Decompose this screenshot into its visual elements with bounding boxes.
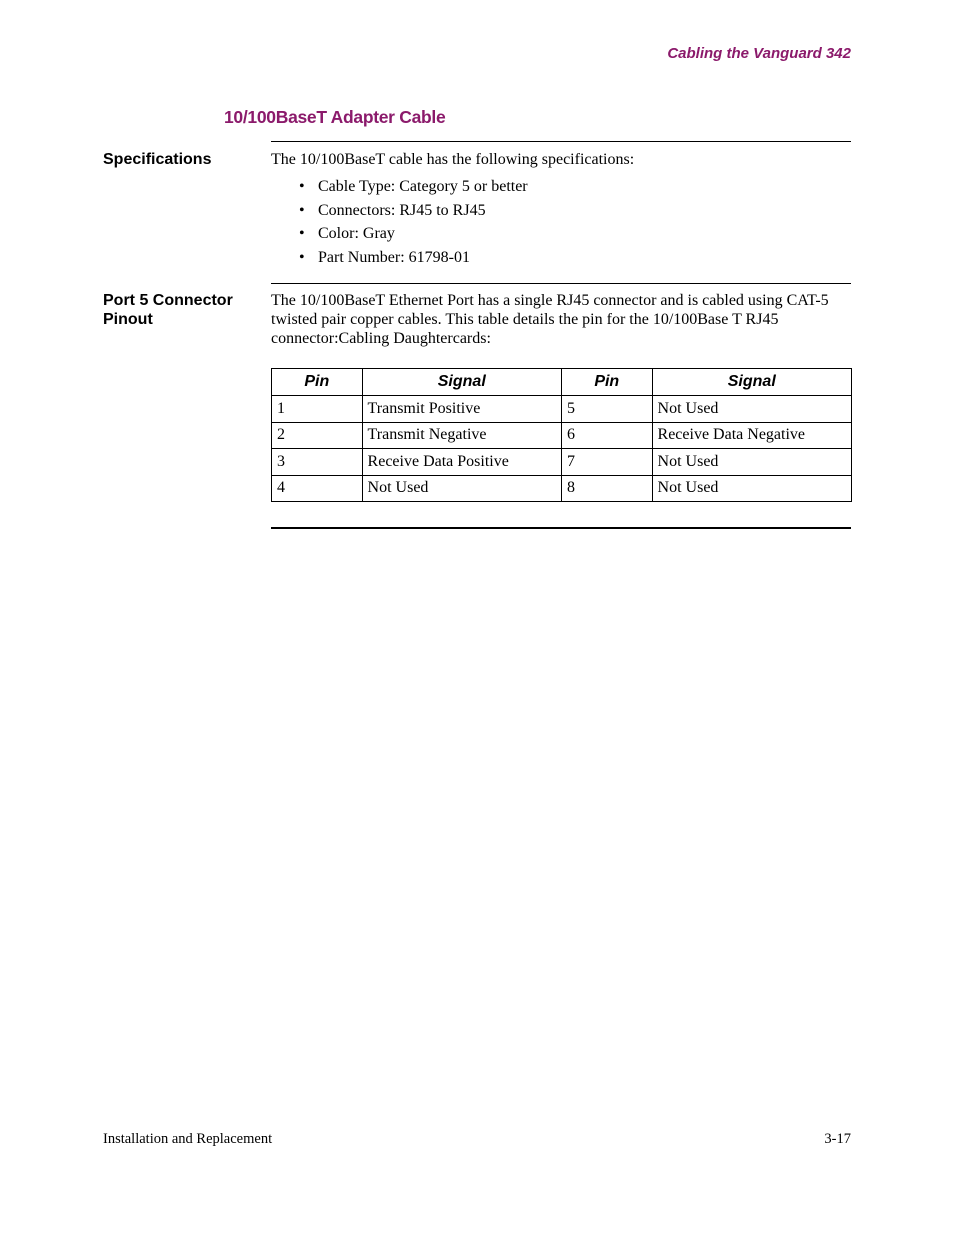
table-cell: Not Used — [362, 475, 561, 502]
list-item — [299, 199, 528, 223]
table-cell: 5 — [561, 396, 652, 423]
table-cell: Not Used — [652, 449, 851, 476]
section-end-divider — [271, 527, 851, 529]
table-row — [272, 449, 852, 476]
table-cell: Receive Data Negative — [652, 422, 851, 449]
column-header-pin: Pin — [272, 369, 363, 396]
footer-chapter: Installation and Replacement — [103, 1131, 273, 1147]
page-number: 3-17 — [824, 1131, 851, 1147]
table-cell: 2 — [272, 422, 363, 449]
table-cell: Transmit Positive — [362, 396, 561, 423]
table-cell: Receive Data Positive — [362, 449, 561, 476]
specifications-intro: The 10/100BaseT cable has the following specifications: — [271, 151, 635, 168]
table-cell: 7 — [561, 449, 652, 476]
list-item — [299, 246, 528, 270]
table-cell: Not Used — [652, 396, 851, 423]
table-cell: 3 — [272, 449, 363, 476]
bullet-icon: • — [299, 248, 305, 266]
pinout-description: The 10/100BaseT Ethernet Port has a single RJ45 connector and is cabled using CAT-5 twisted pair copper cables. This table details the pin for the 10/100Base T RJ45 connector:Cabling Daughtercards: — [271, 292, 829, 347]
bullet-icon: • — [299, 178, 305, 195]
table-header-row — [272, 369, 852, 396]
pinout-heading — [103, 291, 233, 329]
bullet-icon: • — [299, 225, 305, 242]
column-header-pin: Pin — [561, 369, 652, 396]
table-row — [272, 396, 852, 423]
table-cell: 1 — [272, 396, 363, 423]
bullet-icon: • — [299, 201, 305, 219]
section-divider — [271, 283, 851, 284]
table-cell: Not Used — [652, 475, 851, 502]
table-cell: 8 — [561, 475, 652, 502]
pinout-table — [271, 368, 852, 502]
table-cell: Transmit Negative — [362, 422, 561, 449]
section-title: 10/100BaseT Adapter Cable — [224, 107, 446, 127]
list-item — [299, 222, 528, 246]
running-header: Cabling the Vanguard 342 — [667, 45, 851, 62]
column-header-signal: Signal — [652, 369, 851, 396]
section-divider — [271, 141, 851, 142]
pinout-heading-line: Port 5 Connector — [103, 292, 233, 309]
spec-text: Color: Gray — [318, 225, 395, 242]
table-cell: 6 — [561, 422, 652, 449]
spec-text: Cable Type: Category 5 or better — [318, 178, 528, 195]
table-row — [272, 422, 852, 449]
column-header-signal: Signal — [362, 369, 561, 396]
pinout-heading-line: Pinout — [103, 311, 153, 328]
spec-text: Connectors: RJ45 to RJ45 — [318, 201, 486, 219]
table-cell: 4 — [272, 475, 363, 502]
table-row — [272, 475, 852, 502]
list-item — [299, 175, 528, 199]
specifications-list — [299, 175, 528, 269]
specifications-heading: Specifications — [103, 151, 212, 168]
spec-text: Part Number: 61798-01 — [318, 248, 470, 266]
